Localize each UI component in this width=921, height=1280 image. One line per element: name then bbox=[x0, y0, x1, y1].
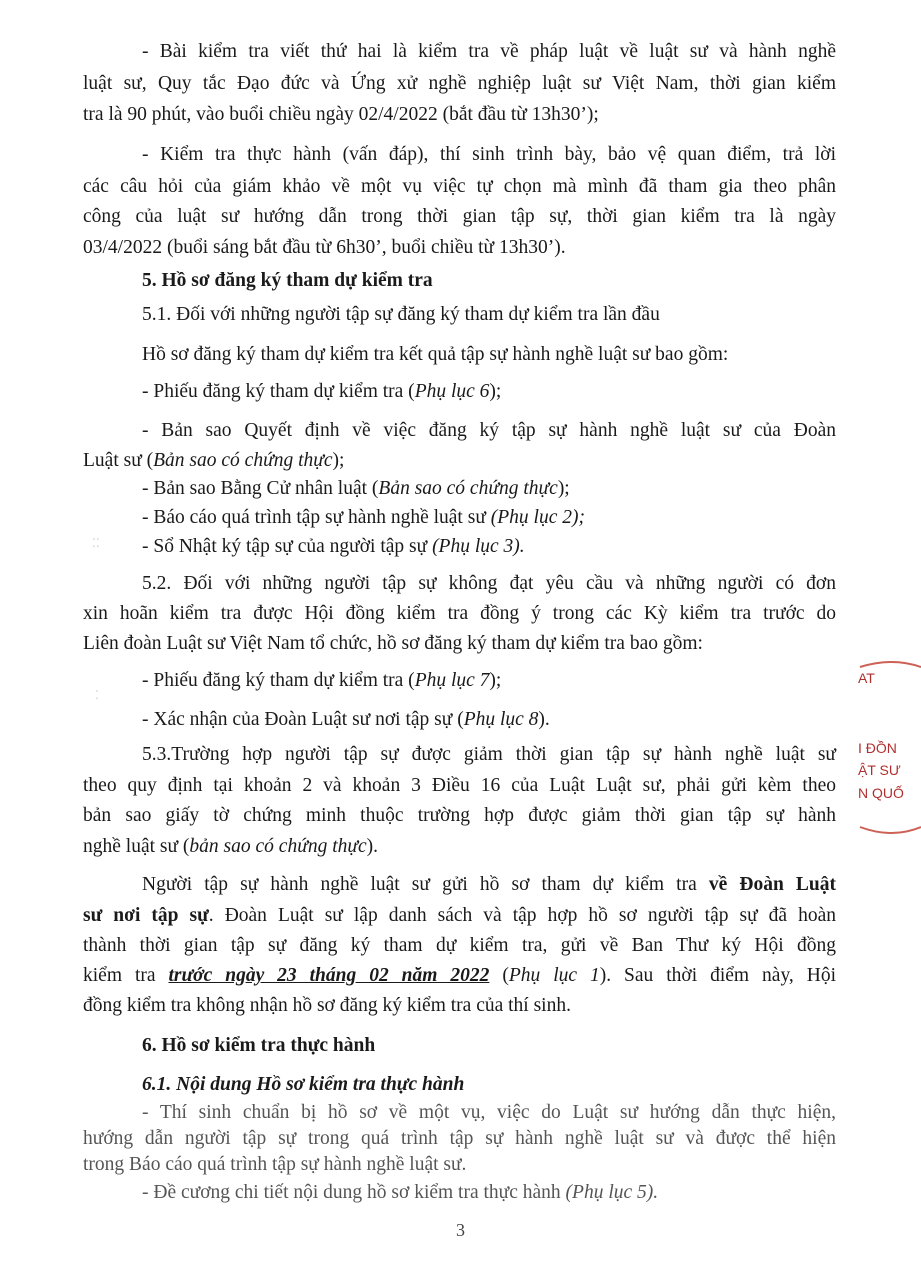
section-5-1-heading: 5.1. Đối với những người tập sự đăng ký tham dự kiểm tra lần đầu bbox=[142, 304, 660, 325]
s53-line-1: 5.3.Trường hợp người tập sự được giảm thời gian tập sự hành nghề luật sư bbox=[142, 744, 836, 765]
page-number: 3 bbox=[456, 1220, 465, 1240]
submit-line-2: sư nơi tập sự. Đoàn Luật sư lập danh sách và tập hợp hồ sơ người tập sự đã hoàn bbox=[83, 905, 836, 926]
section-6-1-heading: 6.1. Nội dung Hồ sơ kiểm tra thực hành bbox=[142, 1074, 465, 1095]
scan-mark: ⁚ bbox=[95, 688, 99, 702]
submit-line-5: đồng kiểm tra không nhận hồ sơ đăng ký kiểm tra của thí sinh. bbox=[83, 995, 571, 1016]
section-5-1-intro: Hồ sơ đăng ký tham dự kiểm tra kết quả tập sự hành nghề luật sư bao gồm: bbox=[142, 344, 729, 365]
s53-line-2: theo quy định tại khoản 2 và khoản 3 Điều 16 của Luật Luật sư, phải gửi kèm theo bbox=[83, 775, 836, 796]
s52-line-1: 5.2. Đối với những người tập sự không đạt yêu cầu và những người có đơn bbox=[142, 573, 836, 594]
p1-line-1: - Bài kiểm tra viết thứ hai là kiểm tra về pháp luật về luật sư và hành nghề bbox=[142, 41, 836, 62]
s52-item-a: - Phiếu đăng ký tham dự kiểm tra (Phụ lục 7); bbox=[142, 670, 502, 691]
submit-line-1: Người tập sự hành nghề luật sư gửi hồ sơ tham dự kiểm tra về Đoàn Luật bbox=[142, 874, 836, 895]
s53-line-4: nghề luật sư (bản sao có chứng thực). bbox=[83, 836, 379, 857]
p2-line-3: công của luật sư hướng dẫn trong thời gian tập sự, thời gian kiểm tra là ngày bbox=[83, 206, 836, 227]
p2-line-1: - Kiểm tra thực hành (vấn đáp), thí sinh trình bày, bảo vệ quan điểm, trả lời bbox=[142, 144, 836, 165]
section-5-heading: 5. Hồ sơ đăng ký tham dự kiểm tra bbox=[142, 270, 433, 291]
s51-item-b-line-2: Luật sư (Bản sao có chứng thực); bbox=[83, 450, 345, 471]
scan-mark: ⁚⁚ bbox=[92, 536, 100, 550]
stamp-text-2: I ĐỒN bbox=[858, 740, 897, 756]
stamp-text-3: ẬT SƯ bbox=[858, 762, 901, 778]
s61-line-4: - Đề cương chi tiết nội dung hồ sơ kiểm tra thực hành (Phụ lục 5). bbox=[142, 1182, 659, 1203]
s51-item-e: - Sổ Nhật ký tập sự của người tập sự (Phụ lục 3). bbox=[142, 536, 525, 557]
s61-line-3: trong Báo cáo quá trình tập sự hành nghề luật sư. bbox=[83, 1154, 467, 1175]
stamp-text-4: N QUỐ bbox=[858, 785, 904, 801]
s51-item-d: - Báo cáo quá trình tập sự hành nghề luật sư (Phụ lục 2); bbox=[142, 507, 585, 528]
p1-line-2: luật sư, Quy tắc Đạo đức và Ứng xử nghề nghiệp luật sư Việt Nam, thời gian kiểm bbox=[83, 73, 836, 94]
stamp-text-1: AT bbox=[858, 670, 875, 686]
s51-item-c: - Bản sao Bằng Cử nhân luật (Bản sao có chứng thực); bbox=[142, 478, 570, 499]
submit-line-3: thành thời gian tập sự đăng ký tham dự kiểm tra, gửi về Ban Thư ký Hội đồng bbox=[83, 935, 836, 956]
submit-line-4: kiểm tra trước ngày 23 tháng 02 năm 2022 (Phụ lục 1). Sau thời điểm này, Hội bbox=[83, 965, 836, 986]
s52-item-b: - Xác nhận của Đoàn Luật sư nơi tập sự (Phụ lục 8). bbox=[142, 709, 550, 730]
s51-item-a: - Phiếu đăng ký tham dự kiểm tra (Phụ lục 6); bbox=[142, 381, 502, 402]
s51-item-b-line-1: - Bản sao Quyết định về việc đăng ký tập sự hành nghề luật sư của Đoàn bbox=[142, 420, 836, 441]
section-6-heading: 6. Hồ sơ kiểm tra thực hành bbox=[142, 1035, 376, 1056]
s61-line-2: hướng dẫn người tập sự trong quá trình tập sự hành nghề luật sư và được thể hiện bbox=[83, 1128, 836, 1149]
p2-line-4: 03/4/2022 (buổi sáng bắt đầu từ 6h30’, buổi chiều từ 13h30’). bbox=[83, 237, 566, 258]
p1-line-3: tra là 90 phút, vào buổi chiều ngày 02/4/2022 (bắt đầu từ 13h30’); bbox=[83, 104, 599, 125]
s61-line-1: - Thí sinh chuẩn bị hồ sơ về một vụ, việc do Luật sư hướng dẫn thực hiện, bbox=[142, 1102, 836, 1123]
s52-line-2: xin hoãn kiểm tra được Hội đồng kiểm tra đồng ý trong các Kỳ kiểm tra trước do bbox=[83, 603, 836, 624]
s52-line-3: Liên đoàn Luật sư Việt Nam tổ chức, hồ sơ đăng ký tham dự kiểm tra bao gồm: bbox=[83, 633, 703, 654]
p2-line-2: các câu hỏi của giám khảo về một vụ việc tự chọn mà mình đã tham gia theo phân bbox=[83, 176, 836, 197]
s53-line-3: bản sao giấy tờ chứng minh thuộc trường hợp được giảm thời gian tập sự hành bbox=[83, 805, 836, 826]
